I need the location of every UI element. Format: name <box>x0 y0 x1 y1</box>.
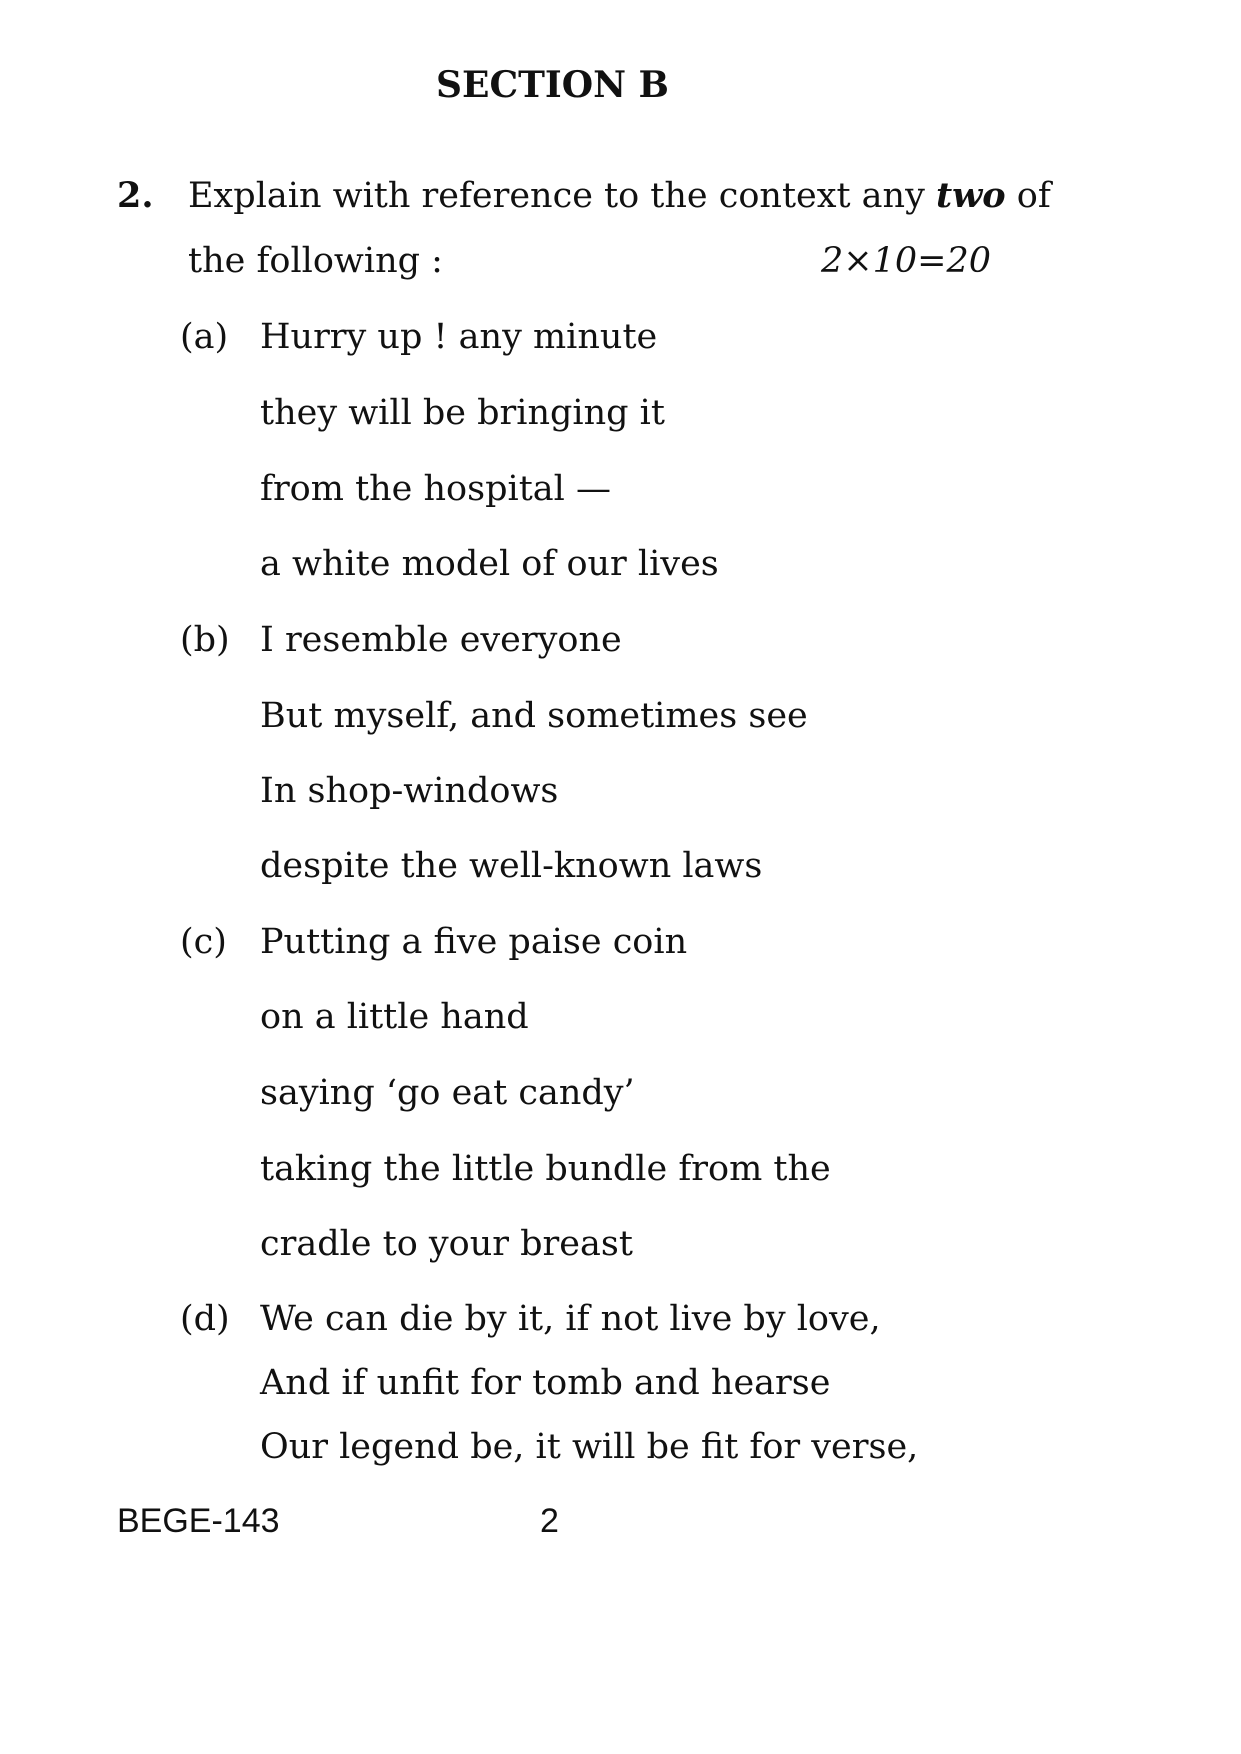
poem-line: saying ‘go eat candy’ <box>260 1073 635 1113</box>
poem-line: Our legend be, it will be fit for verse, <box>260 1427 919 1467</box>
section-title: SECTION B <box>436 64 669 106</box>
footer-course-code: BEGE-143 <box>117 1502 280 1540</box>
poem-line: Hurry up ! any minute <box>260 317 658 357</box>
instruction-emphasis: two <box>935 175 1006 216</box>
question-number: 2. <box>117 175 154 216</box>
part-label-d: (d) <box>180 1299 230 1339</box>
poem-line: We can die by it, if not live by love, <box>260 1299 881 1339</box>
part-label-a: (a) <box>180 317 229 357</box>
part-label-c: (c) <box>180 922 227 962</box>
poem-line: taking the little bundle from the <box>260 1149 831 1189</box>
part-label-b: (b) <box>180 620 230 660</box>
poem-line: on a little hand <box>260 997 529 1037</box>
poem-line: from the hospital — <box>260 469 611 509</box>
poem-line: despite the well-known laws <box>260 846 763 886</box>
poem-line: cradle to your breast <box>260 1224 633 1264</box>
question-marks: 2×10=20 <box>821 241 991 281</box>
poem-line: And if unfit for tomb and hearse <box>260 1363 831 1403</box>
footer-page-number: 2 <box>540 1502 559 1540</box>
poem-line: In shop-windows <box>260 771 559 811</box>
instruction-text-start: Explain with reference to the context any <box>188 176 936 216</box>
poem-line: Putting a five paise coin <box>260 922 688 962</box>
instruction-text-end: of <box>1005 176 1051 216</box>
poem-line: they will be bringing it <box>260 393 665 433</box>
poem-line: a white model of our lives <box>260 544 719 584</box>
question-instruction-line2: the following : <box>188 241 443 281</box>
poem-line: I resemble everyone <box>260 620 622 660</box>
question-instruction-line1 <box>188 175 1051 216</box>
poem-line: But myself, and sometimes see <box>260 696 808 736</box>
